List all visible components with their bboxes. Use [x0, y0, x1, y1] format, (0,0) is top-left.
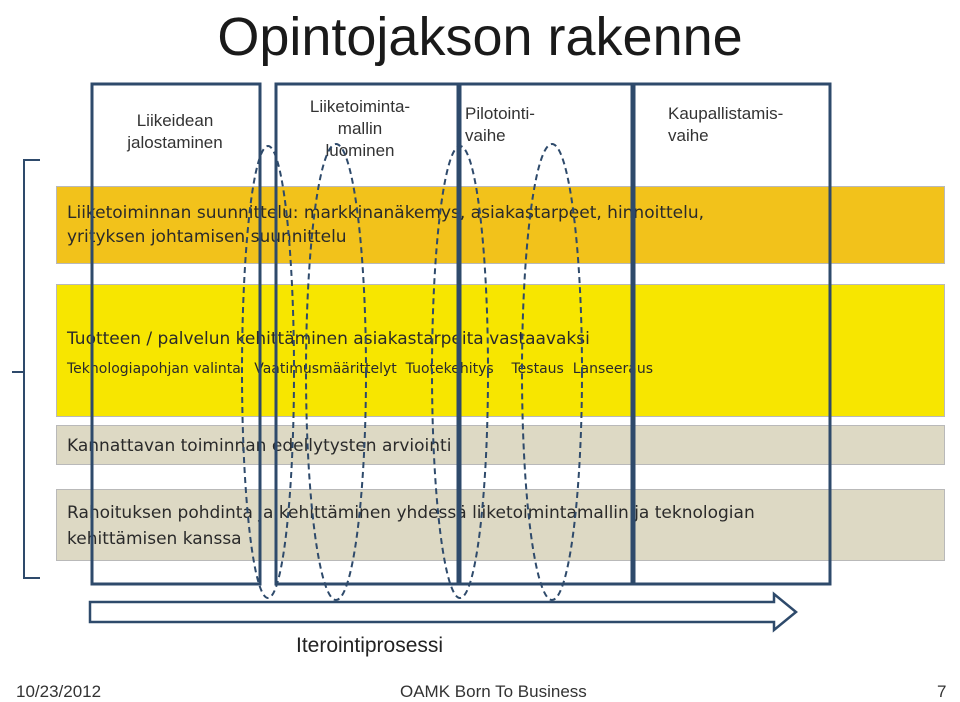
process-arrow — [90, 594, 796, 630]
process-label: Iterointiprosessi — [296, 634, 444, 657]
step-launch: Lanseeraus — [572, 361, 654, 377]
footer-date: 10/23/2012 — [16, 682, 102, 701]
footer-page-number: 7 — [937, 682, 947, 701]
left-brace — [12, 160, 40, 578]
band-line: Rahoituksen pohdinta ja kehittäminen yhdessä liiketoimintamallin ja teknologian — [67, 503, 755, 523]
phase-label-line: Liiketoiminta- — [309, 97, 411, 116]
band-line: Liiketoiminnan suunnittelu: markkinanäkemys, asiakastarpeet, hinnoittelu, — [67, 203, 705, 223]
phase-label-line: vaihe — [465, 126, 506, 145]
phase-column-4 — [634, 84, 830, 584]
iteration-oval-2 — [306, 144, 366, 600]
phase-label-line: Kaupallistamis- — [668, 104, 784, 123]
band-line: kehittämisen kanssa — [67, 529, 242, 549]
phase-label-line: vaihe — [668, 126, 709, 145]
iteration-oval-1 — [242, 146, 294, 598]
band-line: yrityksen johtamisen suunnittelu — [67, 227, 347, 247]
phase-column-1 — [92, 84, 260, 584]
phase-column-2 — [276, 84, 458, 584]
step-technology: Teknologiapohjan valinta — [67, 361, 241, 377]
phase-label-line: luominen — [325, 141, 395, 160]
footer-center: OAMK Born To Business — [400, 682, 587, 701]
step-testing: Testaus — [511, 361, 564, 377]
phase-label-line: Liikeidean — [136, 111, 214, 130]
step-development: Tuotekehitys — [405, 361, 494, 377]
band-product-development-title: Tuotteen / palvelun kehittäminen asiakastarpeita vastaavaksi — [67, 329, 590, 349]
phase-label-line: jalostaminen — [127, 133, 223, 152]
band-profitability-text: Kannattavan toiminnan edellytysten arviointi — [67, 436, 452, 456]
phase-label-line: mallin — [337, 119, 383, 138]
phase-label-line: Pilotointi- — [465, 104, 535, 123]
page-title: Opintojakson rakenne — [217, 7, 743, 67]
phase-column-3 — [460, 84, 632, 584]
step-requirements: Vaatimusmäärittelyt — [254, 361, 397, 377]
iteration-oval-4 — [522, 144, 582, 600]
